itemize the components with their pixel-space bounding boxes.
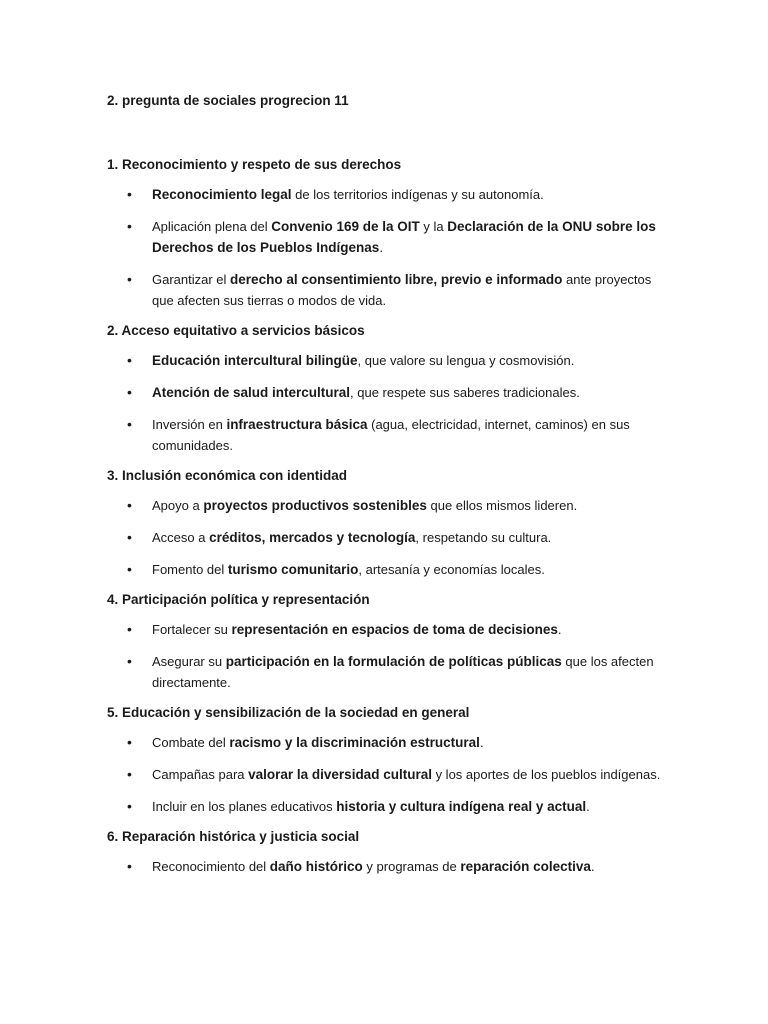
text-run: que ellos mismos lideren. bbox=[426, 498, 578, 513]
bullet-icon: • bbox=[127, 798, 132, 814]
section bbox=[107, 828, 667, 877]
bold-text: infraestructura básica bbox=[226, 417, 368, 432]
bullet-list bbox=[107, 495, 667, 580]
text-run: , respetando su cultura. bbox=[415, 530, 552, 545]
list-item bbox=[107, 764, 667, 785]
section-heading: 2. Acceso equitativo a servicios básicos bbox=[107, 323, 365, 338]
text-run: Asegurar su bbox=[152, 654, 226, 669]
bold-text: turismo comunitario bbox=[227, 562, 359, 577]
bullet-icon: • bbox=[127, 621, 132, 637]
bold-text: derecho al consentimiento libre, previo e informado bbox=[230, 272, 563, 287]
bold-text: Convenio 169 de la OIT bbox=[271, 219, 420, 234]
text-run: Combate del bbox=[152, 735, 230, 750]
text-run: (agua, electricidad, internet, caminos) en sus comunidades. bbox=[152, 417, 630, 453]
list-item bbox=[107, 559, 667, 580]
bullet-list bbox=[107, 184, 667, 311]
section bbox=[107, 704, 667, 817]
list-item bbox=[107, 184, 667, 205]
bullet-icon: • bbox=[127, 766, 132, 782]
list-item bbox=[107, 350, 667, 371]
text-run: , que valore su lengua y cosmovisión. bbox=[357, 353, 575, 368]
bullet-list bbox=[107, 619, 667, 693]
bullet-icon: • bbox=[127, 352, 132, 368]
text-run: de los territorios indígenas y su autonomía. bbox=[291, 187, 544, 202]
text-run: y los aportes de los pueblos indígenas. bbox=[431, 767, 661, 782]
list-item bbox=[107, 619, 667, 640]
bullet-icon: • bbox=[127, 653, 132, 669]
bold-text: reparación colectiva bbox=[460, 859, 591, 874]
bullet-icon: • bbox=[127, 734, 132, 750]
bold-text: representación en espacios de toma de decisiones bbox=[231, 622, 558, 637]
text-run: , artesanía y economías locales. bbox=[358, 562, 545, 577]
bold-text: participación en la formulación de políticas públicas bbox=[225, 654, 562, 669]
text-run: Incluir en los planes educativos bbox=[152, 799, 337, 814]
bullet-list bbox=[107, 732, 667, 817]
bold-text: proyectos productivos sostenibles bbox=[203, 498, 427, 513]
section-heading: 3. Inclusión económica con identidad bbox=[107, 468, 348, 483]
text-run: Reconocimiento del bbox=[152, 859, 270, 874]
section bbox=[107, 156, 667, 311]
bold-text: Atención de salud intercultural bbox=[152, 385, 351, 400]
bold-text: historia y cultura indígena real y actual bbox=[336, 799, 587, 814]
text-run: Inversión en bbox=[152, 417, 227, 432]
text-run: que los afecten directamente. bbox=[152, 654, 654, 690]
bold-text: créditos, mercados y tecnología bbox=[209, 530, 416, 545]
bold-text: Reconocimiento legal bbox=[152, 187, 292, 202]
sections-container bbox=[107, 156, 667, 877]
section-heading: 1. Reconocimiento y respeto de sus derechos bbox=[107, 157, 402, 172]
bold-text: valorar la diversidad cultural bbox=[248, 767, 432, 782]
list-item bbox=[107, 527, 667, 548]
list-item bbox=[107, 495, 667, 516]
bullet-icon: • bbox=[127, 858, 132, 874]
list-item bbox=[107, 382, 667, 403]
spacer bbox=[107, 110, 667, 156]
text-run: Fortalecer su bbox=[152, 622, 232, 637]
text-run: Fomento del bbox=[152, 562, 228, 577]
section bbox=[107, 591, 667, 693]
list-item bbox=[107, 414, 667, 456]
list-item bbox=[107, 856, 667, 877]
bullet-icon: • bbox=[127, 218, 132, 234]
text-run: , que respete sus saberes tradicionales. bbox=[350, 385, 580, 400]
text-run: y programas de bbox=[362, 859, 461, 874]
bold-text: Declaración de la ONU sobre los Derechos de los Pueblos Indígenas bbox=[152, 219, 656, 255]
text-run: . bbox=[379, 240, 383, 255]
text-run: . bbox=[590, 859, 595, 874]
section-heading: 4. Participación política y representación bbox=[107, 592, 370, 607]
bullet-icon: • bbox=[127, 561, 132, 577]
list-item bbox=[107, 732, 667, 753]
bullet-list bbox=[107, 350, 667, 456]
text-run: . bbox=[557, 622, 562, 637]
text-run: . bbox=[586, 799, 590, 814]
bullet-icon: • bbox=[127, 271, 132, 287]
text-run: Acceso a bbox=[152, 530, 210, 545]
text-run: y la bbox=[419, 219, 448, 234]
section bbox=[107, 322, 667, 456]
text-run: Aplicación plena del bbox=[152, 219, 272, 234]
bullet-icon: • bbox=[127, 529, 132, 545]
bullet-icon: • bbox=[127, 186, 132, 202]
text-run: Garantizar el bbox=[152, 272, 231, 287]
list-item bbox=[107, 796, 667, 817]
section-heading: 6. Reparación histórica y justicia social bbox=[107, 829, 360, 844]
text-run: Apoyo a bbox=[152, 498, 204, 513]
list-item bbox=[107, 651, 667, 693]
bullet-list bbox=[107, 856, 667, 877]
bullet-icon: • bbox=[127, 384, 132, 400]
section bbox=[107, 467, 667, 580]
list-item bbox=[107, 269, 667, 311]
text-run: Campañas para bbox=[152, 767, 249, 782]
section-heading: 5. Educación y sensibilización de la sociedad en general bbox=[107, 705, 470, 720]
text-run: . bbox=[479, 735, 484, 750]
document-page bbox=[107, 92, 667, 888]
bullet-icon: • bbox=[127, 416, 132, 432]
list-item bbox=[107, 216, 667, 258]
bold-text: daño histórico bbox=[269, 859, 363, 874]
text-run: ante proyectos que afecten sus tierras o modos de vida. bbox=[152, 272, 652, 308]
bullet-icon: • bbox=[127, 497, 132, 513]
bold-text: Educación intercultural bilingüe bbox=[152, 353, 358, 368]
bold-text: racismo y la discriminación estructural bbox=[229, 735, 480, 750]
document-title: 2. pregunta de sociales progrecion 11 bbox=[107, 93, 349, 108]
